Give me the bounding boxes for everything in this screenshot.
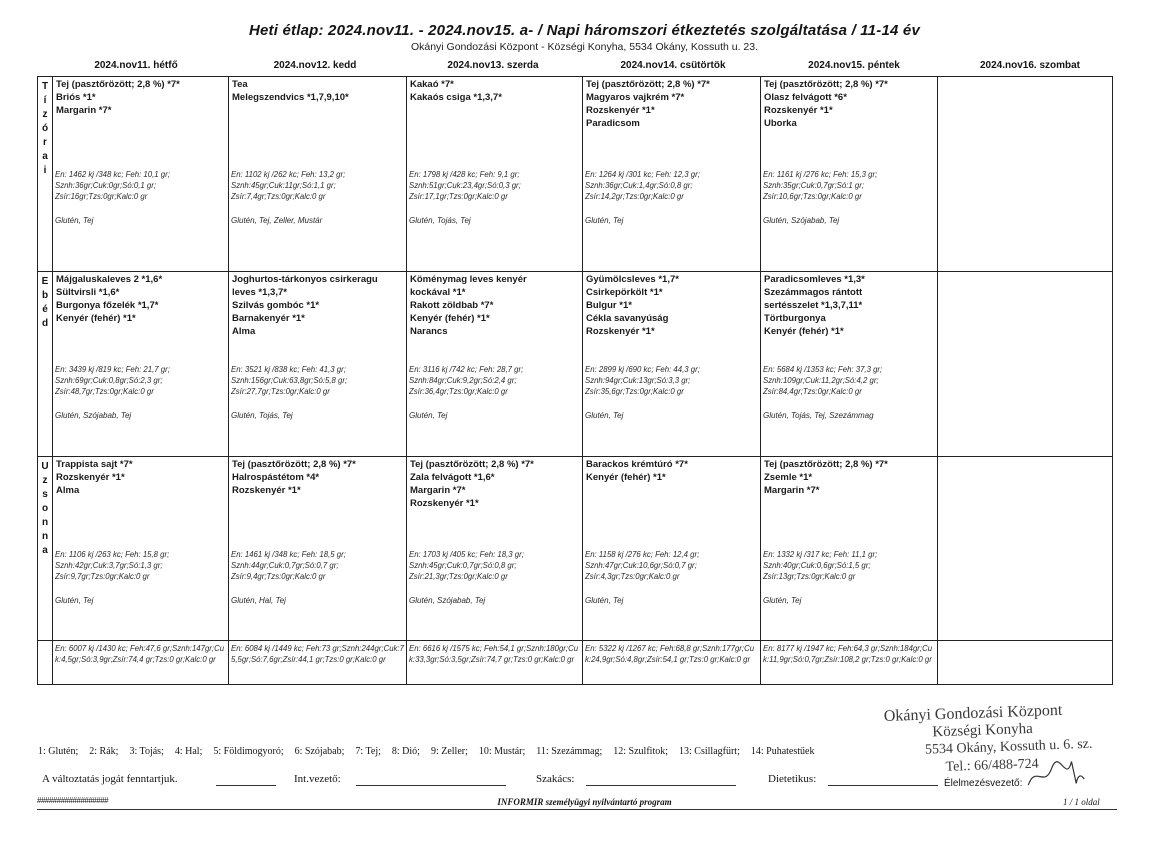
- footer-page: 1 / 1 oldal: [1063, 797, 1100, 807]
- dish-item: Narancs: [410, 326, 448, 337]
- dish-item: Tea: [232, 79, 248, 90]
- dish-item: Magyaros vajkrém *7*: [586, 92, 685, 103]
- menu-cell: [761, 272, 938, 457]
- nutrition-line: Zsír:7,4gr;Tzs:0gr;Kalc:0 gr: [231, 192, 326, 201]
- nutrition-line: Sznh:109gr;Cuk:11,2gr;Só:4,2 gr;: [763, 376, 879, 385]
- nutrition-line: En: 3521 kj /838 kc; Feh: 41,3 gr;: [231, 365, 346, 374]
- daily-total: En: 5322 kj /1267 kc; Feh:68,8 gr;Sznh:177gr;Cuk:24,9gr;Só:4,8gr;Zsír:54,1 gr;Tzs:0 gr;Kalc:0 gr: [585, 644, 755, 664]
- dish-list: [232, 273, 404, 338]
- menu-cell: [53, 77, 229, 272]
- dish-list: [586, 458, 758, 484]
- dish-item: Melegszendvics *1,7,9,10*: [232, 92, 349, 103]
- meal-label-letter: i: [43, 165, 47, 176]
- dish-item: Tej (pasztőrözött; 2,8 %) *7*: [56, 79, 180, 90]
- nutrition-line: Zsír:84,4gr;Tzs:0gr;Kalc:0 gr: [763, 387, 862, 396]
- legend-item: 14: Puhatestűek: [750, 746, 815, 757]
- menu-cell-content: [53, 272, 228, 456]
- dish-list: [56, 78, 226, 117]
- elelmezesvezeto-label: Élelmezésvezető:: [944, 778, 1023, 789]
- allergen-info: Glutén, Tej: [55, 216, 94, 225]
- nutrition-info: [231, 169, 345, 202]
- day-header: 2024.nov11. hétfő: [94, 60, 178, 71]
- dish-item: Cékla savanyúság: [586, 313, 669, 324]
- stamp-line: Okányi Gondozási Központ: [883, 701, 1063, 726]
- dish-item: Kenyér (fehér) *1*: [410, 313, 490, 324]
- nutrition-line: En: 1332 kj /317 kc; Feh: 11,1 gr;: [763, 550, 878, 559]
- dish-item: Barnakenyér *1*: [232, 313, 305, 324]
- dish-item: Zsemle *1*: [764, 472, 813, 483]
- meal-label-letter: z: [42, 109, 48, 120]
- nutrition-line: Sznh:36gr;Cuk:1,4gr;Só:0,8 gr;: [585, 181, 693, 190]
- dish-item: Rozskenyér *1*: [410, 498, 479, 509]
- nutrition-line: Sznh:47gr;Cuk:10,6gr;Só:0,7 gr;: [585, 561, 697, 570]
- meal-label-letter: n: [41, 517, 49, 528]
- dish-list: [586, 78, 758, 130]
- nutrition-line: En: 5684 kj /1353 kc; Feh: 37,3 gr;: [763, 365, 883, 374]
- footer-program: INFORMIR személyügyi nyilvántartó program: [497, 797, 672, 807]
- meal-label: [38, 272, 53, 457]
- nutrition-line: Zsír:36,4gr;Tzs:0gr;Kalc:0 gr: [409, 387, 508, 396]
- signature-line: [586, 785, 736, 786]
- stamp-line: 5534 Okány, Kossuth u. 6. sz.: [924, 736, 1093, 758]
- allergen-info: Glutén, Tej: [585, 216, 624, 225]
- allergen-info: Glutén, Tej: [763, 596, 802, 605]
- nutrition-line: Sznh:45gr;Cuk:0,7gr;Só:0,8 gr;: [409, 561, 517, 570]
- nutrition-line: Sznh:35gr;Cuk:0,7gr;Só:1 gr;: [763, 181, 864, 190]
- daily-total-cell: [407, 641, 583, 685]
- nutrition-info: [763, 364, 882, 397]
- meal-label-letter: s: [42, 489, 48, 500]
- dish-list: [586, 273, 758, 338]
- legend-item: 1: Glutén;: [38, 746, 79, 757]
- dish-item: Tej (pasztőrözött; 2,8 %) *7*: [232, 459, 356, 470]
- menu-cell: [229, 77, 407, 272]
- allergen-legend: [38, 746, 825, 757]
- allergen-info: Glutén, Tej: [585, 411, 624, 420]
- dish-item: Tej (pasztőrözött; 2,8 %) *7*: [764, 459, 888, 470]
- allergen-info: Glutén, Tej: [585, 596, 624, 605]
- meal-label-letter: ó: [41, 123, 49, 134]
- nutrition-line: Zsír:4,3gr;Tzs:0gr;Kalc:0 gr: [585, 572, 680, 581]
- nutrition-line: Zsír:21,3gr;Tzs:0gr;Kalc:0 gr: [409, 572, 508, 581]
- dish-item: Tej (pasztőrözött; 2,8 %) *7*: [764, 79, 888, 90]
- menu-cell-content: [938, 457, 1112, 640]
- daily-total: En: 8177 kj /1947 kc; Feh:64,3 gr;Sznh:184gr;Cuk:11,9gr;Só:0,7gr;Zsír:108,2 gr;Tzs:0 gr;Kalc:0 gr: [763, 644, 933, 664]
- daily-total: En: 6007 kj /1430 kc; Feh:47,6 gr;Sznh:147gr;Cuk:4,5gr;Só:3,9gr;Zsír:74,4 gr;Tzs:0 gr;Kalc:0 gr: [55, 644, 225, 664]
- menu-cell-content: [761, 272, 937, 456]
- menu-cell-content: [53, 457, 228, 640]
- menu-cell-content: [229, 457, 406, 640]
- nutrition-info: [409, 549, 524, 582]
- legend-item: 13: Csillagfürt;: [679, 746, 740, 757]
- menu-cell: [53, 272, 229, 457]
- menu-cell: [938, 457, 1113, 641]
- nutrition-line: En: 2899 kj /690 kc; Feh: 44,3 gr;: [585, 365, 700, 374]
- allergen-info: Glutén, Hal, Tej: [231, 596, 286, 605]
- allergen-info: Glutén, Szójabab, Tej: [409, 596, 486, 605]
- nutrition-line: En: 1461 kj /348 kc; Feh: 18,5 gr;: [231, 550, 346, 559]
- dish-item: Bulgur *1*: [586, 300, 632, 311]
- dish-list: [232, 78, 404, 104]
- legend-item: 8: Dió;: [391, 746, 420, 757]
- nutrition-info: [409, 169, 521, 202]
- menu-cell: [53, 457, 229, 641]
- dish-item: Paradicsom: [586, 118, 640, 129]
- dish-item: Tej (pasztőrözött; 2,8 %) *7*: [410, 459, 534, 470]
- meal-row: [38, 272, 1113, 457]
- footer-divider: [37, 809, 1117, 810]
- meal-label-letter: b: [41, 290, 49, 301]
- day-header: 2024.nov14. csütörtök: [620, 60, 726, 71]
- stamp-line: Községi Konyha: [932, 720, 1034, 741]
- meal-label: [38, 457, 53, 641]
- nutrition-line: Sznh:36gr;Cuk:0gr;Só:0,1 gr;: [55, 181, 156, 190]
- dish-item: Margarin *7*: [764, 485, 820, 496]
- meal-label-letter: T: [41, 81, 49, 92]
- allergen-info: Glutén, Tojás, Tej: [231, 411, 293, 420]
- menu-cell-content: [407, 77, 582, 271]
- day-header: 2024.nov16. szombat: [979, 60, 1081, 71]
- menu-table: [37, 76, 1113, 685]
- dish-list: [56, 273, 226, 325]
- meal-label-letter: í: [43, 95, 47, 106]
- dish-item: Májgaluskaleves 2 *1,6*: [56, 274, 163, 285]
- allergen-info: Glutén, Szójabab, Tej: [55, 411, 132, 420]
- dish-item: Köménymag leves kenyér: [410, 274, 527, 285]
- meal-label-letter: é: [42, 304, 48, 315]
- dish-list: [764, 78, 935, 130]
- meal-row: [38, 457, 1113, 641]
- meal-label: [38, 77, 53, 272]
- dish-item: Alma: [232, 326, 256, 337]
- nutrition-line: Sznh:42gr;Cuk:3,7gr;Só:1,3 gr;: [55, 561, 163, 570]
- page-subtitle: Okányi Gondozási Központ - Községi Konyha, 5534 Okány, Kossuth u. 23.: [410, 41, 759, 53]
- legend-item: 9: Zeller;: [430, 746, 468, 757]
- dish-list: [764, 273, 935, 338]
- dish-item: Kenyér (fehér) *1*: [56, 313, 136, 324]
- menu-cell: [938, 77, 1113, 272]
- menu-cell: [583, 77, 761, 272]
- meal-label-letter: o: [41, 503, 49, 514]
- nutrition-line: Zsír:9,7gr;Tzs:0gr;Kalc:0 gr: [55, 572, 150, 581]
- dish-list: [410, 273, 580, 338]
- menu-cell: [761, 77, 938, 272]
- meal-label-letter: n: [41, 531, 49, 542]
- daily-total-cell: [761, 641, 938, 685]
- official-stamp: [883, 700, 1116, 798]
- daily-total-cell: [229, 641, 407, 685]
- meal-label-letter: d: [41, 318, 49, 329]
- nutrition-info: [55, 364, 170, 397]
- nutrition-line: Zsír:10,6gr;Tzs:0gr;Kalc:0 gr: [763, 192, 862, 201]
- meal-row: [38, 77, 1113, 272]
- nutrition-info: [585, 169, 700, 202]
- legend-item: 3: Tojás;: [129, 746, 164, 757]
- nutrition-info: [585, 364, 700, 397]
- int-vezeto-label: Int.vezető:: [294, 773, 341, 785]
- menu-cell: [407, 77, 583, 272]
- menu-cell-content: [229, 77, 406, 271]
- dish-item: Rakott zöldbab *7*: [410, 300, 494, 311]
- dish-item: Zala felvágott *1,6*: [410, 472, 495, 483]
- menu-cell-content: [407, 272, 582, 456]
- menu-cell: [407, 457, 583, 641]
- dish-item: Szezámmagos rántott: [764, 287, 863, 298]
- menu-cell-content: [938, 272, 1112, 456]
- menu-cell-content: [53, 77, 228, 271]
- legend-item: 4: Hal;: [174, 746, 203, 757]
- dish-item: Kakaó *7*: [410, 79, 454, 90]
- nutrition-line: En: 1264 kj /301 kc; Feh: 12,3 gr;: [585, 170, 700, 179]
- menu-cell-content: [938, 77, 1112, 271]
- daily-total-cell: [938, 641, 1113, 685]
- dish-item: Szilvás gombóc *1*: [232, 300, 320, 311]
- dish-item: Uborka: [764, 118, 797, 129]
- dish-item: kockával *1*: [410, 287, 466, 298]
- dish-item: Joghurtos-tárkonyos csirkeragu: [232, 274, 378, 285]
- dish-item: Gyümölcsleves *1,7*: [586, 274, 679, 285]
- nutrition-info: [585, 549, 699, 582]
- nutrition-line: Sznh:69gr;Cuk:0,8gr;Só:2,3 gr;: [55, 376, 163, 385]
- legend-item: 7: Tej;: [355, 746, 381, 757]
- szakacs-label: Szakács:: [536, 773, 575, 785]
- menu-cell: [938, 272, 1113, 457]
- signature-line: [216, 785, 276, 786]
- daily-total: [938, 641, 1112, 643]
- legend-item: 5: Földimogyoró;: [213, 746, 284, 757]
- nutrition-line: En: 1106 kj /263 kc; Feh: 15,8 gr;: [55, 550, 170, 559]
- dietetikus-label: Dietetikus:: [768, 773, 817, 785]
- nutrition-line: Zsír:16gr;Tzs:0gr;Kalc:0 gr: [55, 192, 148, 201]
- menu-cell: [761, 457, 938, 641]
- dish-list: [56, 458, 226, 497]
- nutrition-line: Sznh:84gr;Cuk:9,2gr;Só:2,4 gr;: [409, 376, 517, 385]
- nutrition-line: En: 1462 kj /348 kc; Feh: 10,1 gr;: [55, 170, 170, 179]
- menu-cell-content: [761, 77, 937, 271]
- legend-item: 12: Szulfitok;: [613, 746, 669, 757]
- daily-total-row: [38, 641, 1113, 685]
- nutrition-line: En: 3116 kj /742 kc; Feh: 28,7 gr;: [409, 365, 524, 374]
- dish-item: Csirkepörkölt *1*: [586, 287, 663, 298]
- dish-item: sertésszelet *1,3,7,11*: [764, 300, 863, 311]
- dish-item: Törtburgonya: [764, 313, 826, 324]
- allergen-info: Glutén, Tojás, Tej: [409, 216, 471, 225]
- dish-item: Rozskenyér *1*: [232, 485, 301, 496]
- menu-cell-content: [583, 77, 760, 271]
- daily-total-cell: [583, 641, 761, 685]
- signature-scribble-icon: [1025, 753, 1086, 791]
- nutrition-info: [55, 549, 169, 582]
- dish-item: Paradicsomleves *1,3*: [764, 274, 865, 285]
- legend-item: 2: Rák;: [89, 746, 119, 757]
- nutrition-line: En: 1703 kj /405 kc; Feh: 18,3 gr;: [409, 550, 524, 559]
- nutrition-line: Zsír:48,7gr;Tzs:0gr;Kalc:0 gr: [55, 387, 154, 396]
- dish-item: Trappista sajt *7*: [56, 459, 133, 470]
- dish-item: Rozskenyér *1*: [764, 105, 833, 116]
- allergen-info: Glutén, Szójabab, Tej: [763, 216, 840, 225]
- nutrition-line: Sznh:44gr;Cuk:0,7gr;Só:0,7 gr;: [231, 561, 339, 570]
- day-header: 2024.nov12. kedd: [273, 60, 357, 71]
- dish-item: Kenyér (fehér) *1*: [764, 326, 844, 337]
- nutrition-line: Zsír:35,6gr;Tzs:0gr;Kalc:0 gr: [585, 387, 684, 396]
- meal-label-letter: a: [42, 545, 48, 556]
- dish-item: Sültvirsli *1,6*: [56, 287, 120, 298]
- legend-item: 11: Szezámmag;: [536, 746, 603, 757]
- nutrition-line: Sznh:40gr;Cuk:0,6gr;Só:1,5 gr;: [763, 561, 871, 570]
- nutrition-line: Sznh:51gr;Cuk:23,4gr;Só:0,3 gr;: [409, 181, 521, 190]
- nutrition-line: Zsír:14,2gr;Tzs:0gr;Kalc:0 gr: [585, 192, 684, 201]
- dish-item: leves *1,3,7*: [232, 287, 287, 298]
- dish-item: Margarin *7*: [56, 105, 112, 116]
- menu-cell-content: [761, 457, 937, 640]
- dish-item: Kenyér (fehér) *1*: [586, 472, 666, 483]
- daily-total: En: 6084 kj /1449 kc; Feh:73 gr;Sznh:244gr;Cuk:75,5gr;Só:7,6gr;Zsír:44,1 gr;Tzs:0 gr;Kalc:0 gr: [231, 644, 404, 664]
- meal-label-letter: U: [41, 461, 49, 472]
- dish-list: [410, 78, 580, 104]
- allergen-info: Glutén, Tej: [55, 596, 94, 605]
- allergen-info: Glutén, Tej, Zeller, Mustár: [231, 216, 323, 225]
- menu-cell: [229, 272, 407, 457]
- dish-list: [410, 458, 580, 510]
- dish-item: Rozskenyér *1*: [586, 326, 655, 337]
- daily-total-cell: [53, 641, 229, 685]
- nutrition-info: [763, 169, 877, 202]
- dish-item: Tej (pasztőrözött; 2,8 %) *7*: [586, 79, 710, 90]
- dish-item: Burgonya főzelék *1,7*: [56, 300, 159, 311]
- rights-note: A változtatás jogát fenntartjuk.: [42, 773, 178, 785]
- nutrition-line: Zsír:13gr;Tzs:0gr;Kalc:0 gr: [763, 572, 856, 581]
- menu-cell-content: [583, 457, 760, 640]
- day-header: 2024.nov15. péntek: [808, 60, 900, 71]
- meal-label-letter: z: [42, 475, 48, 486]
- nutrition-line: Zsír:9,4gr;Tzs:0gr;Kalc:0 gr: [231, 572, 326, 581]
- nutrition-info: [763, 549, 877, 582]
- nutrition-line: En: 1798 kj /428 kc; Feh: 9,1 gr;: [409, 170, 520, 179]
- dish-item: Rozskenyér *1*: [56, 472, 125, 483]
- legend-item: 6: Szójabab;: [294, 746, 345, 757]
- menu-cell-content: [407, 457, 582, 640]
- dish-list: [764, 458, 935, 497]
- nutrition-line: Sznh:156gr;Cuk:63,8gr;Só:5,8 gr;: [231, 376, 348, 385]
- stamp-line: Tel.: 66/488-724: [945, 756, 1039, 775]
- dish-item: Kakaós csiga *1,3,7*: [410, 92, 502, 103]
- dish-item: Rozskenyér *1*: [586, 105, 655, 116]
- nutrition-line: Zsír:17,1gr;Tzs:0gr;Kalc:0 gr: [409, 192, 508, 201]
- day-header: 2024.nov13. szerda: [447, 60, 539, 71]
- dish-item: Alma: [56, 485, 80, 496]
- nutrition-info: [409, 364, 523, 397]
- dish-item: Barackos krémtúró *7*: [586, 459, 688, 470]
- nutrition-info: [231, 364, 347, 397]
- dish-item: Halrospástétom *4*: [232, 472, 320, 483]
- nutrition-line: Sznh:45gr;Cuk:11gr;Só:1,1 gr;: [231, 181, 336, 190]
- nutrition-line: En: 1158 kj /276 kc; Feh: 12,4 gr;: [585, 550, 700, 559]
- dish-list: [232, 458, 404, 497]
- menu-cell-content: [583, 272, 760, 456]
- allergen-info: Glutén, Tej: [409, 411, 448, 420]
- meal-label-letter: a: [42, 151, 48, 162]
- legend-item: 10: Mustár;: [478, 746, 526, 757]
- meal-label-letter: r: [43, 137, 47, 148]
- nutrition-info: [55, 169, 170, 202]
- nutrition-info: [231, 549, 346, 582]
- nutrition-line: En: 1102 kj /262 kc; Feh: 13,2 gr;: [231, 170, 346, 179]
- meal-label-letter: E: [41, 276, 49, 287]
- dish-item: Briós *1*: [56, 92, 96, 103]
- menu-cell: [229, 457, 407, 641]
- nutrition-line: Sznh:94gr;Cuk:13gr;Só:3,3 gr;: [585, 376, 691, 385]
- daily-total: En: 6616 kj /1575 kc; Feh:54,1 gr;Sznh:180gr;Cuk:33,3gr;Só:3,5gr;Zsír:74,7 gr;Tzs:0 gr;Kalc:0 gr: [409, 644, 579, 664]
- dish-item: Olasz felvágott *6*: [764, 92, 847, 103]
- signature-line: [356, 785, 506, 786]
- allergen-info: Glutén, Tojás, Tej, Szezámmag: [763, 411, 874, 420]
- total-label-cell: [38, 641, 53, 685]
- nutrition-line: En: 3439 kj /819 kc; Feh: 21,7 gr;: [55, 365, 170, 374]
- dish-item: Margarin *7*: [410, 485, 466, 496]
- menu-cell: [583, 457, 761, 641]
- menu-cell: [407, 272, 583, 457]
- menu-cell: [583, 272, 761, 457]
- nutrition-line: En: 1161 kj /276 kc; Feh: 15,3 gr;: [763, 170, 878, 179]
- footer-hash: ##################: [37, 796, 109, 805]
- nutrition-line: Zsír:27,7gr;Tzs:0gr;Kalc:0 gr: [231, 387, 330, 396]
- page-title: Heti étlap: 2024.nov11. - 2024.nov15. a- / Napi háromszori étkeztetés szolgáltatása / 11-14 év: [248, 22, 921, 39]
- menu-cell-content: [229, 272, 406, 456]
